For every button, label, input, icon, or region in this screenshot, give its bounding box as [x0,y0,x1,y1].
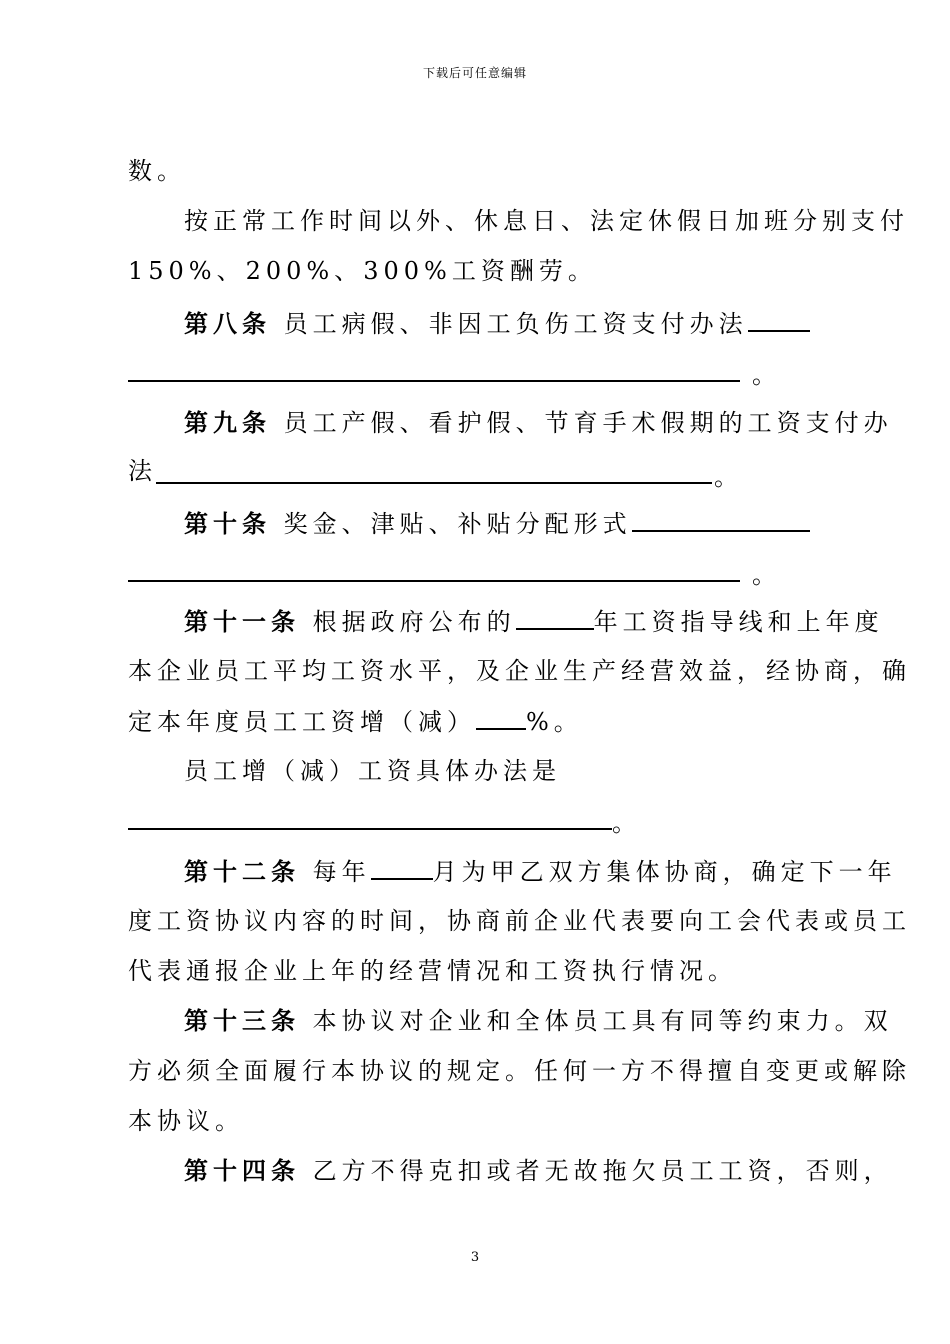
article-9 [184,408,893,438]
text-line [128,706,583,737]
fill-blank-line [128,580,740,582]
fill-blank [371,856,433,880]
article-text: 根据政府公布的 [312,608,516,636]
fill-blank [632,508,810,532]
article-title: 第十一条 [184,607,300,636]
period: 。 [714,463,738,491]
article-10 [184,508,810,539]
article-text: 月为甲乙双方集体协商，确定下一年 [432,858,897,886]
article-12 [184,856,897,887]
text-line: 按正常工作时间以外、休息日、法定休假日加班分别支付 [184,207,909,235]
article-title: 第十四条 [184,1156,300,1185]
article-text: 定本年度员工工资增（减） [128,708,476,736]
text-line: 代表通报企业上年的经营情况和工资执行情况。 [128,957,737,985]
text-line: 度工资协议内容的时间，协商前企业代表要向工会代表或员工 [128,907,911,935]
article-text: 员工病假、非因工负伤工资支付办法 [283,310,748,338]
article-11 [184,606,884,637]
article-text: 乙方不得克扣或者无故拖欠员工工资，否则， [312,1157,893,1185]
fill-blank [748,308,810,332]
period: 。 [752,561,776,589]
article-13 [184,1006,893,1036]
fill-blank-line [128,828,612,830]
article-title: 第九条 [184,408,271,437]
period: 。 [752,361,776,389]
page-header: 下载后可任意编辑 [422,66,527,80]
fill-blank [516,606,594,630]
text-line: 150%、200%、300%工资酬劳。 [128,257,597,285]
article-text: 年工资指导线和上年度 [593,608,884,636]
article-text: 每年 [312,858,371,886]
article-text: %。 [526,708,583,736]
text-line: 方必须全面履行本协议的规定。任何一方不得擅自变更或解除 [128,1057,911,1085]
text-line: 法 [128,457,157,485]
text-line: 本协议。 [128,1107,244,1135]
page-number: 3 [470,1250,480,1265]
article-text: 员工产假、看护假、节育手术假期的工资支付办 [283,409,893,437]
article-text: 奖金、津贴、补贴分配形式 [283,510,632,538]
article-8 [184,308,810,339]
fill-blank-line [128,380,740,382]
fill-blank-line [156,482,712,484]
period: 。 [612,809,636,837]
article-title: 第八条 [184,309,271,338]
article-title: 第十条 [184,509,271,538]
text-line: 本企业员工平均工资水平，及企业生产经营效益，经协商，确 [128,657,911,685]
article-title: 第十三条 [184,1006,300,1035]
article-title: 第十二条 [184,857,300,886]
text-line: 员工增（减）工资具体办法是 [184,757,561,785]
fill-blank [476,706,526,730]
article-14 [184,1156,893,1186]
text-line: 数。 [128,157,186,185]
article-text: 本协议对企业和全体员工具有同等约束力。双 [312,1007,893,1035]
